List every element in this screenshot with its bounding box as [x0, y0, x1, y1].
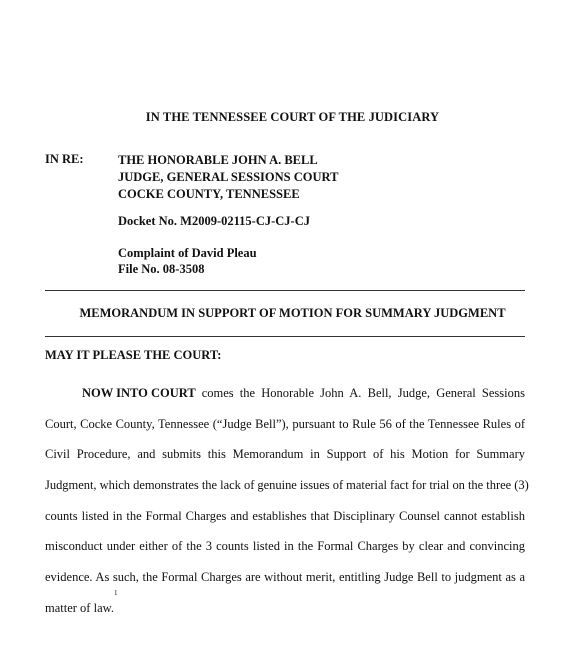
- body-paragraph: [45, 378, 529, 624]
- lead-phrase: NOW INTO COURT: [82, 386, 196, 400]
- body-line-text: evidence. As such, the Formal Charges are without merit, entitling Judge Bell to judgment as a: [45, 570, 525, 585]
- memo-title: MEMORANDUM IN SUPPORT OF MOTION FOR SUMMARY JUDGMENT: [79, 306, 506, 320]
- body-line-text: counts listed in the Formal Charges and establishes that Disciplinary Counsel cannot establish: [45, 508, 525, 523]
- complaint-block: [118, 245, 257, 277]
- in-re-label: IN RE:: [45, 152, 84, 166]
- body-line: [45, 531, 525, 562]
- body-line-text: misconduct under either of the 3 counts listed in the Formal Charges by clear and convincing: [45, 539, 525, 554]
- body-line: [45, 470, 529, 501]
- court-title: IN THE TENNESSEE COURT OF THE JUDICIARY: [145, 110, 440, 124]
- body-line-text: Court, Cocke County, Tennessee (“Judge Bell”), pursuant to Rule 56 of the Tennessee Rules of: [45, 416, 525, 431]
- body-line: [45, 378, 525, 409]
- salutation: MAY IT PLEASE THE COURT:: [45, 348, 222, 362]
- body-line: [45, 562, 525, 593]
- in-re-line: COCKE COUNTY, TENNESSEE: [118, 187, 300, 201]
- in-re-line: THE HONORABLE JOHN A. BELL: [118, 153, 318, 167]
- complaint-of: Complaint of David Pleau: [118, 246, 257, 260]
- divider-bottom: [45, 336, 525, 337]
- divider-top: [45, 290, 525, 291]
- file-number: File No. 08-3508: [118, 262, 205, 276]
- body-line: [45, 409, 525, 440]
- body-line: [45, 439, 525, 470]
- docket-number: Docket No. M2009-02115-CJ-CJ-CJ: [118, 214, 310, 228]
- in-re-block: [118, 152, 338, 203]
- body-line: [45, 588, 525, 624]
- body-line-text: comes the Honorable John A. Bell, Judge, General Sessions: [201, 386, 525, 400]
- in-re-line: JUDGE, GENERAL SESSIONS COURT: [118, 170, 339, 184]
- body-line-text: Judgment, which demonstrates the lack of genuine issues of material fact for trial on the three (3): [45, 478, 529, 493]
- body-line-text: Civil Procedure, and submits this Memorandum in Support of his Motion for Summary: [45, 447, 525, 462]
- footnote-marker: 1: [113, 588, 118, 597]
- body-line: [45, 501, 525, 532]
- body-line-text: matter of law.: [45, 600, 114, 615]
